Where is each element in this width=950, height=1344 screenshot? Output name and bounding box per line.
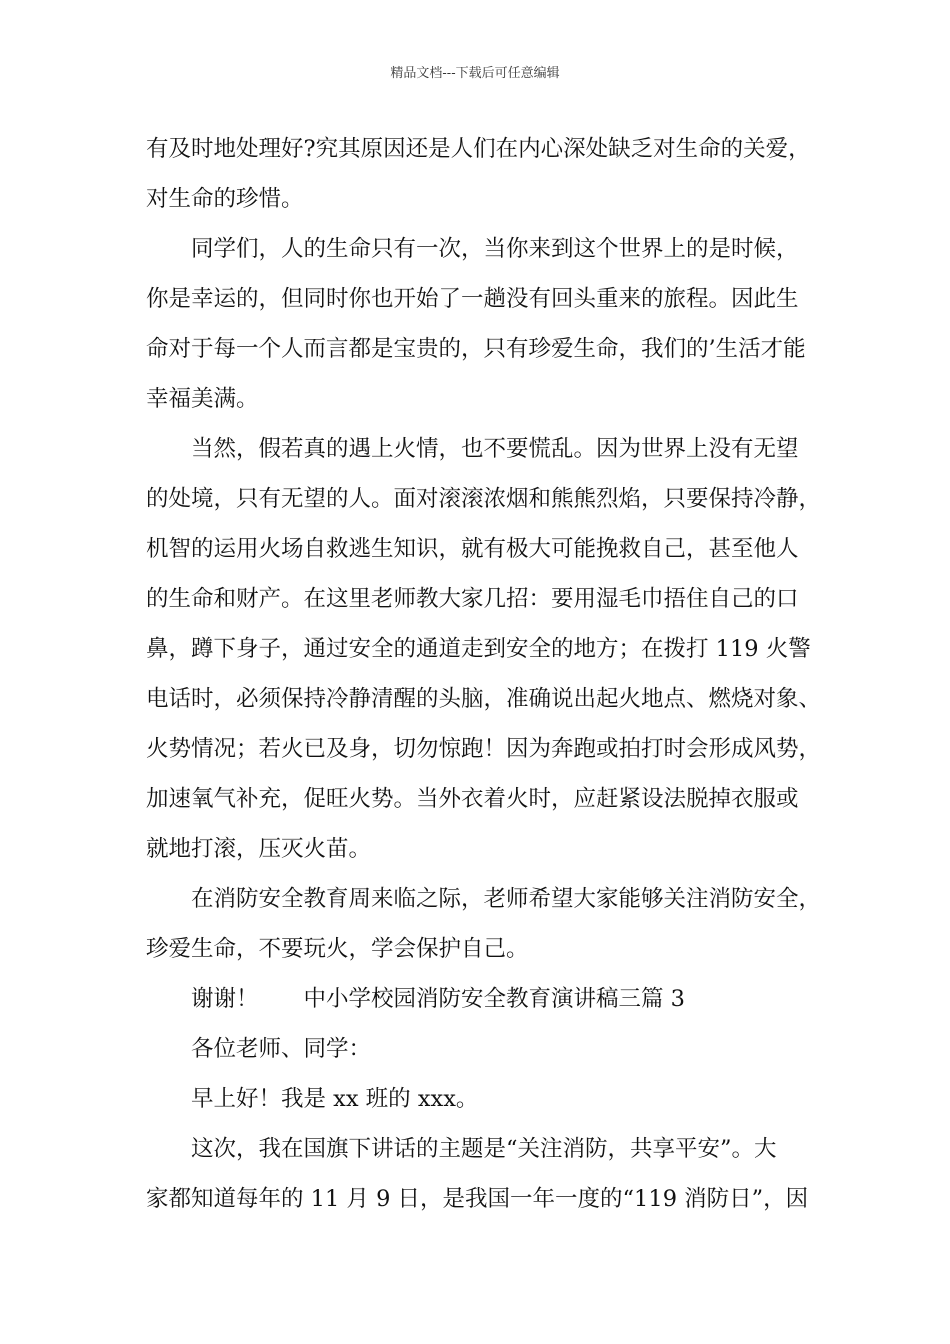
section-title: 中小学校园消防安全教育演讲稿三篇 3 [303, 986, 685, 1012]
paragraph-start-line: 在消防安全教育周来临之际，老师希望大家能够关注消防安全， [191, 886, 822, 912]
text-line: 对生命的珍惜。 [146, 186, 304, 212]
text-line: 有及时地处理好?究其原因还是人们在内心深处缺乏对生命的关爱， [146, 136, 811, 162]
text-line: 加速氧气补充，促旺火势。当外衣着火时，应赶紧设法脱掉衣服或 [146, 786, 799, 812]
page-header: 精品文档---下载后可任意编辑 [390, 66, 560, 81]
thanks-and-title-line [146, 974, 830, 1024]
text-line: 家都知道每年的 11 月 9 日，是我国一年一度的“119 消防日”，因 [146, 1186, 809, 1212]
paragraph-start-line: 同学们，人的生命只有一次，当你来到这个世界上的是时候， [191, 236, 799, 262]
text-line: 火势情况；若火已及身，切勿惊跑！因为奔跑或拍打时会形成风势， [146, 736, 822, 762]
text-line: 机智的运用火场自救逃生知识，就有极大可能挽救自己，甚至他人 [146, 536, 799, 562]
text-line: 电话时，必须保持冷静清醒的头脑，准确说出起火地点、燃烧对象、 [146, 686, 822, 712]
text-line: 的处境，只有无望的人。面对滚滚浓烟和熊熊烈焰，只要保持冷静， [146, 486, 822, 512]
text-line: 珍爱生命，不要玩火，学会保护自己。 [146, 936, 529, 962]
greeting-line: 早上好！我是 xx 班的 xxx。 [191, 1086, 479, 1112]
text-line: 幸福美满。 [146, 386, 259, 412]
document-body [146, 124, 830, 1224]
paragraph-start-line: 当然，假若真的遇上火情，也不要慌乱。因为世界上没有无望 [191, 436, 799, 462]
text-line: 命对于每一个人而言都是宝贵的，只有珍爱生命，我们的’生活才能 [146, 336, 806, 362]
text-line: 鼻，蹲下身子，通过安全的通道走到安全的地方；在拨打 119 火警 [146, 636, 811, 662]
text-line: 就地打滚，压灭火苗。 [146, 836, 372, 862]
text-line: 的生命和财产。在这里老师教大家几招：要用湿毛巾捂住自己的口 [146, 586, 799, 612]
salutation-line: 各位老师、同学： [191, 1036, 372, 1062]
thanks-text: 谢谢！ [191, 986, 259, 1012]
paragraph-start-line: 这次，我在国旗下讲话的主题是“关注消防，共享平安”。大 [191, 1136, 777, 1162]
text-line: 你是幸运的，但同时你也开始了一趟没有回头重来的旅程。因此生 [146, 286, 799, 312]
